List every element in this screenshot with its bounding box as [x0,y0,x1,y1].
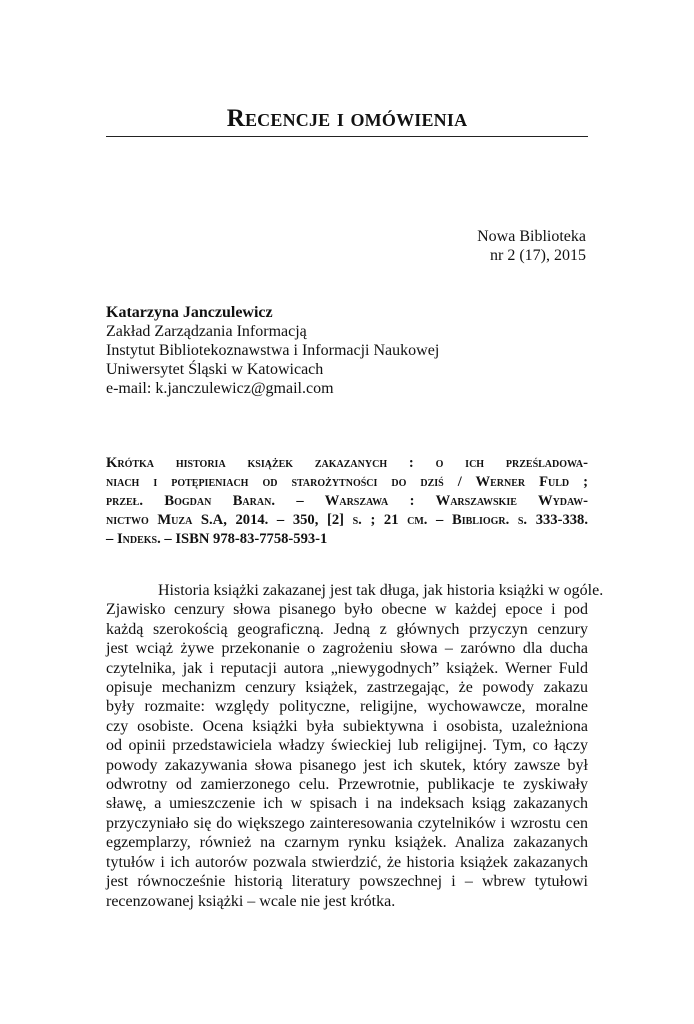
paragraph-line: były rozmaite: względy polityczne, religijne, wychowawcze, moralne [106,698,588,716]
journal-issue: nr 2 (17), 2015 [490,247,586,264]
author-affiliation-line: Zakład Zarządzania Informacją [106,323,307,340]
paragraph-line: recenzowanej książki – wcale nie jest krótka. [106,892,396,910]
author-affiliation-line: Instytut Bibliotekoznawstwa i Informacji Naukowej [106,342,440,359]
paragraph-line: sławę, a umieszczenie ich w spisach i na indeksach ksiąg zakazanych [106,795,588,813]
paragraph-line: przyczyniało się do większego zainteresowania czytelników i wzrostu cen [106,814,588,832]
paragraph-line: jest wciąż żywe przekonanie o zagrożeniu słowa – zarówno dla ducha [106,640,588,658]
section-title: Recencje i omówienia [226,105,468,132]
paragraph-line: czytelnika, jak i reputacji autora „niewygodnych” książek. Werner Fuld [106,659,588,677]
bibliographic-line: nictwo Muza S.A, 2014. – 350, [2] s. ; 21 cm. – Bibliogr. s. 333-338. [106,512,588,528]
paragraph-line: tytułów i ich autorów pozwala stwierdzić, że historia książek zakazanych [106,853,588,871]
paragraph-line: odwrotny od zamierzonego celu. Przewrotnie, publikacje te zyskiwały [106,776,588,794]
paragraph-line: opisuje mechanizm cenzury książek, zastrzegając, że powody zakazu [106,679,588,697]
bibliographic-line: – Indeks. – ISBN 978-83-7758-593-1 [106,531,328,547]
journal-name: Nowa Biblioteka [477,228,586,245]
author-affiliation-line: Uniwersytet Śląski w Katowicach [106,361,324,378]
paragraph-line: każdą szerokością geograficzną. Jedną z głównych przyczyn cenzury [106,620,588,638]
author-email: e-mail: k.janczulewicz@gmail.com [106,380,334,397]
paragraph-line: powody zakazywania słowa pisanego jest ich skutek, który zawsze był [106,756,588,774]
bibliographic-line: Krótka historia książek zakazanych : o ich prześladowa- [106,455,588,471]
paragraph-line: egzemplarzy, również na czarnym rynku książek. Analiza zakazanych [106,834,588,852]
title-rule [106,136,588,137]
review-paragraph [106,581,604,911]
bibliographic-line: przeł. Bogdan Baran. – Warszawa : Warszawskie Wydaw- [106,493,588,509]
author-block [106,303,439,398]
bibliographic-line: niach i potępieniach od starożytności do dziś / Werner Fuld ; [106,474,588,490]
paragraph-line: czy osobiste. Ocena książki była subiektywna i osobista, uzależniona [106,717,588,735]
author-name: Katarzyna Janczulewicz [106,304,273,321]
paragraph-line: Zjawisko cenzury słowa pisanego było obecne w każdej epoce i pod [106,601,588,619]
paragraph-line: jest równocześnie historią literatury powszechnej i – wbrew tytułowi [106,873,588,891]
journal-info [477,227,586,265]
bibliographic-entry [106,454,588,549]
paragraph-line: od opinii przedstawiciela władzy świeckiej lub religijnej. Tym, co łączy [106,737,588,755]
paragraph-line: Historia książki zakazanej jest tak długa, jak historia książki w ogóle. [158,582,604,599]
